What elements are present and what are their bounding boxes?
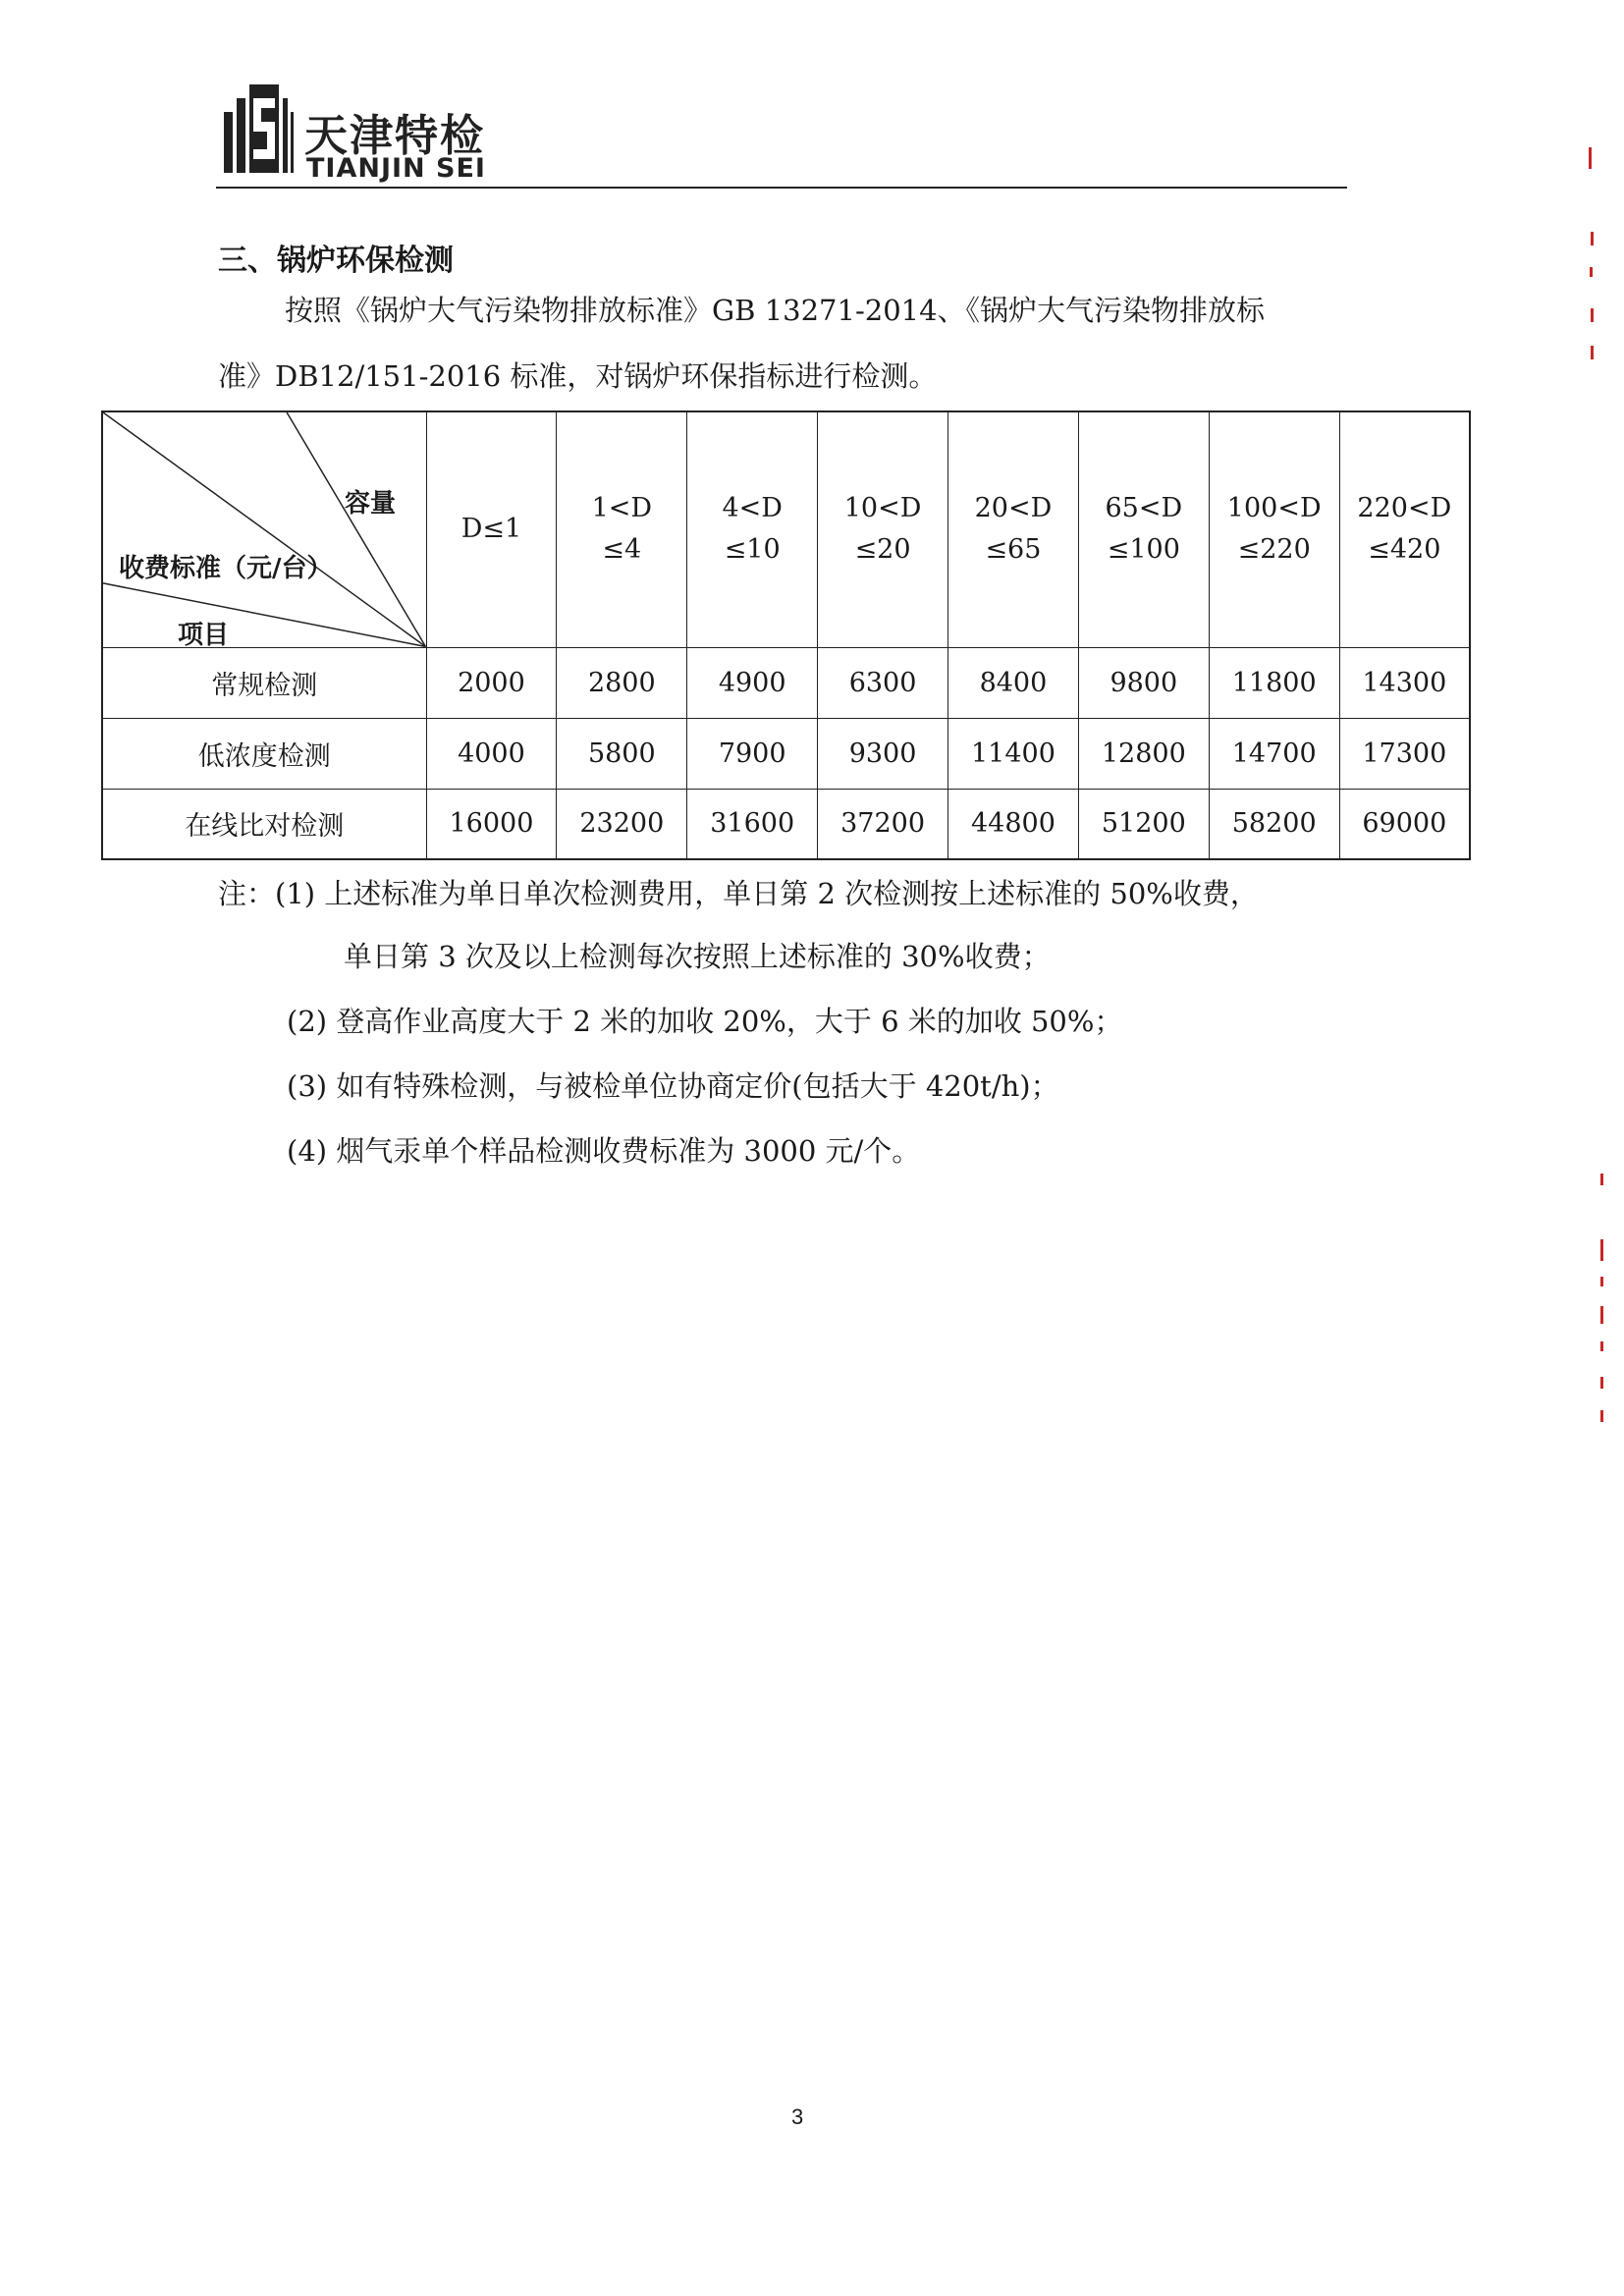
- table-cell: 69000: [1339, 789, 1470, 859]
- table-corner-cell: [102, 411, 426, 650]
- seal-edge-mark: [1600, 1277, 1603, 1286]
- column-header: 220<D ≤420: [1339, 411, 1470, 647]
- note-1-line-2: 单日第 3 次及以上检测每次按照上述标准的 30%收费；: [344, 940, 1051, 973]
- corner-item-label: 项目: [178, 621, 230, 650]
- seal-edge-mark: [1589, 147, 1592, 169]
- table-row: [102, 718, 1470, 789]
- seal-edge-mark: [1600, 1341, 1603, 1351]
- note-1-line-1: 注：(1) 上述标准为单日单次检测费用，单日第 2 次检测按上述标准的 50%收费，: [218, 877, 1259, 910]
- row-item-label: 低浓度检测: [102, 718, 426, 789]
- table-cell: 37200: [818, 789, 948, 859]
- table-cell: 4000: [426, 718, 557, 789]
- column-header: 20<D ≤65: [948, 411, 1079, 647]
- table-cell: 7900: [687, 718, 818, 789]
- table-cell: 51200: [1078, 789, 1209, 859]
- corner-fee-label: 收费标准（元/台）: [119, 554, 333, 583]
- seal-edge-mark: [1591, 232, 1594, 246]
- table-cell: 11400: [948, 718, 1079, 789]
- table-row: [102, 647, 1470, 718]
- table-cell: 44800: [948, 789, 1079, 859]
- table-cell: 17300: [1339, 718, 1470, 789]
- fee-table: [101, 410, 1471, 860]
- table-cell: 4900: [687, 647, 818, 718]
- logo-english-name: TIANJIN SEI: [306, 153, 486, 184]
- header-divider: [216, 187, 1347, 189]
- row-item-label: 常规检测: [102, 647, 426, 718]
- column-header: D≤1: [426, 411, 557, 647]
- column-header: 4<D ≤10: [687, 411, 818, 647]
- table-cell: 14700: [1209, 718, 1339, 789]
- seal-edge-mark: [1600, 1377, 1603, 1389]
- seal-edge-mark: [1600, 1174, 1603, 1185]
- seal-edge-mark: [1600, 1239, 1603, 1261]
- seal-edge-mark: [1590, 267, 1593, 277]
- table-row: [102, 789, 1470, 859]
- table-cell: 11800: [1209, 647, 1339, 718]
- row-item-label: 在线比对检测: [102, 789, 426, 859]
- seal-edge-mark: [1591, 308, 1594, 322]
- table-cell: 16000: [426, 789, 557, 859]
- page-number: 3: [791, 2105, 804, 2129]
- column-header: 65<D ≤100: [1078, 411, 1209, 647]
- logo-chinese-name: 天津特检: [304, 111, 485, 161]
- table-cell: 2800: [557, 647, 687, 718]
- section-title: 三、锅炉环保检测: [218, 244, 454, 278]
- table-cell: 2000: [426, 647, 557, 718]
- table-cell: 14300: [1339, 647, 1470, 718]
- table-cell: 12800: [1078, 718, 1209, 789]
- column-header: 10<D ≤20: [818, 411, 948, 647]
- note-2: (2) 登高作业高度大于 2 米的加收 20%，大于 6 米的加收 50%；: [287, 1005, 1123, 1038]
- table-cell: 5800: [557, 718, 687, 789]
- table-header-row: [102, 411, 1470, 647]
- table-cell: 9300: [818, 718, 948, 789]
- table-cell: 9800: [1078, 647, 1209, 718]
- seal-edge-mark: [1591, 346, 1594, 359]
- seal-edge-mark: [1600, 1306, 1603, 1324]
- intro-line-1: 按照《锅炉大气污染物排放标准》GB 13271-2014、《锅炉大气污染物排放标: [285, 294, 1266, 327]
- corner-capacity-label: 容量: [345, 489, 397, 519]
- column-header: 100<D ≤220: [1209, 411, 1339, 647]
- column-header: 1<D ≤4: [557, 411, 687, 647]
- seal-edge-mark: [1600, 1410, 1603, 1422]
- table-cell: 31600: [687, 789, 818, 859]
- table-cell: 8400: [948, 647, 1079, 718]
- table-cell: 58200: [1209, 789, 1339, 859]
- diagonal-lines: [103, 412, 426, 647]
- note-3: (3) 如有特殊检测，与被检单位协商定价(包括大于 420t/h)；: [287, 1069, 1059, 1103]
- table-cell: 6300: [818, 647, 948, 718]
- company-logo: [224, 84, 518, 183]
- intro-line-2: 准》DB12/151-2016 标准，对锅炉环保指标进行检测。: [218, 359, 938, 393]
- table-cell: 23200: [557, 789, 687, 859]
- note-4: (4) 烟气汞单个样品检测收费标准为 3000 元/个。: [287, 1134, 921, 1168]
- tianjin-sei-logo-icon: [224, 84, 295, 181]
